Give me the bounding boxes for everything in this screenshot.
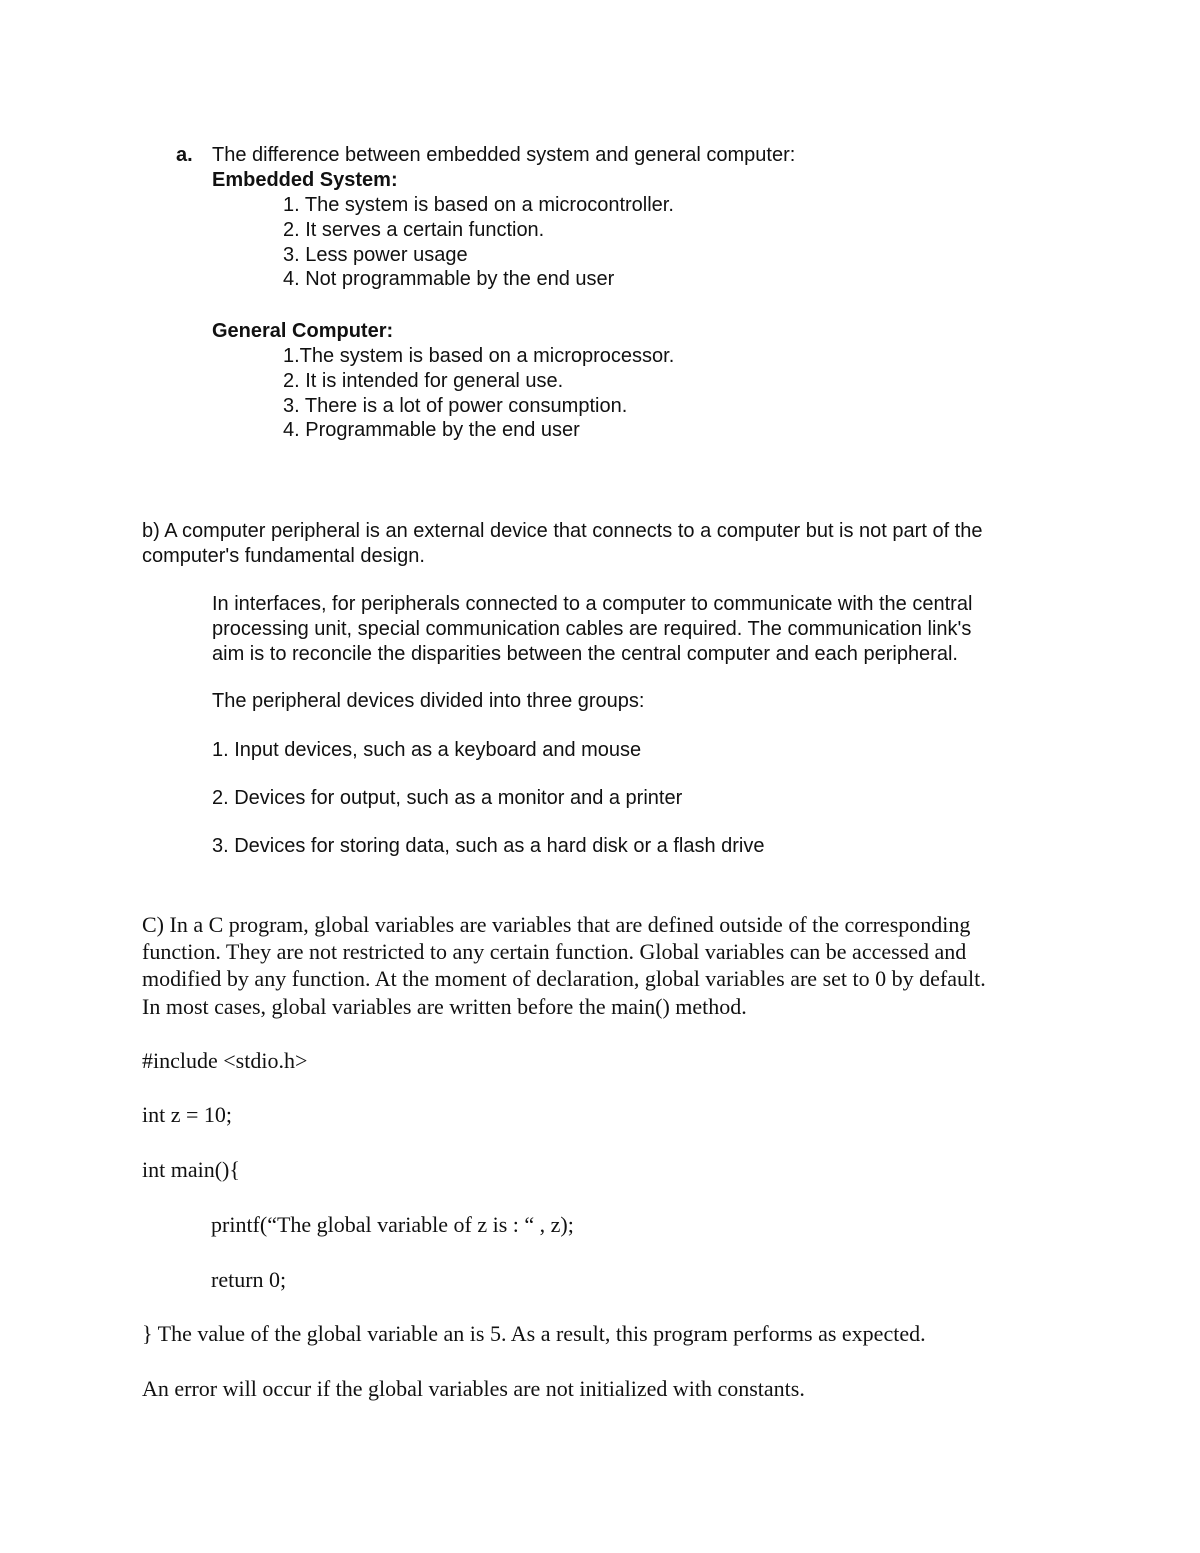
embedded-system-title: Embedded System: — [212, 169, 398, 191]
general-item: 3. There is a lot of power consumption. — [283, 395, 628, 417]
code-include-line: #include <stdio.h> — [142, 1048, 308, 1073]
section-c-paragraph-line: In most cases, global variables are written before the main() method. — [142, 994, 747, 1019]
general-item: 1.The system is based on a microprocessor. — [283, 345, 675, 367]
section-c-paragraph-line: modified by any function. At the moment of declaration, global variables are set to 0 by default. — [142, 966, 986, 991]
embedded-item: 4. Not programmable by the end user — [283, 268, 615, 290]
embedded-item: 3. Less power usage — [283, 244, 468, 266]
code-return-line: return 0; — [211, 1267, 287, 1292]
embedded-item: 2. It serves a certain function. — [283, 219, 545, 241]
section-c-paragraph-line: function. They are not restricted to any certain function. Global variables can be accessed and — [142, 939, 967, 964]
general-item: 2. It is intended for general use. — [283, 370, 564, 392]
section-a-heading: The difference between embedded system and general computer: — [212, 144, 796, 166]
section-b-paragraph-line: aim is to reconcile the disparities between the central computer and each peripheral. — [212, 643, 958, 665]
code-main-line: int main(){ — [142, 1157, 240, 1182]
section-b-paragraph-line: In interfaces, for peripherals connected to a computer to communicate with the central — [212, 593, 973, 615]
closing-line: } The value of the global variable an is 5. As a result, this program performs as expected. — [142, 1321, 926, 1346]
peripheral-group-item: 2. Devices for output, such as a monitor and a printer — [212, 787, 683, 809]
peripheral-group-item: 3. Devices for storing data, such as a hard disk or a flash drive — [212, 835, 765, 857]
code-printf-line: printf(“The global variable of z is : “ , z); — [211, 1212, 574, 1237]
section-b-paragraph-line: processing unit, special communication cables are required. The communication link's — [212, 618, 972, 640]
peripheral-groups-heading: The peripheral devices divided into three groups: — [212, 690, 645, 712]
general-computer-title: General Computer: — [212, 320, 394, 342]
code-declaration-line: int z = 10; — [142, 1102, 233, 1127]
general-item: 4. Programmable by the end user — [283, 419, 580, 441]
embedded-item: 1. The system is based on a microcontroller. — [283, 194, 674, 216]
section-b-intro-line: b) A computer peripheral is an external device that connects to a computer but is not part of the — [142, 520, 983, 542]
section-c-paragraph-line: C) In a C program, global variables are variables that are defined outside of the corresponding — [142, 912, 971, 937]
section-b-intro-line: computer's fundamental design. — [142, 545, 425, 567]
section-a-marker: a. — [176, 144, 193, 166]
final-line: An error will occur if the global variables are not initialized with constants. — [142, 1376, 805, 1401]
peripheral-group-item: 1. Input devices, such as a keyboard and mouse — [212, 739, 642, 761]
